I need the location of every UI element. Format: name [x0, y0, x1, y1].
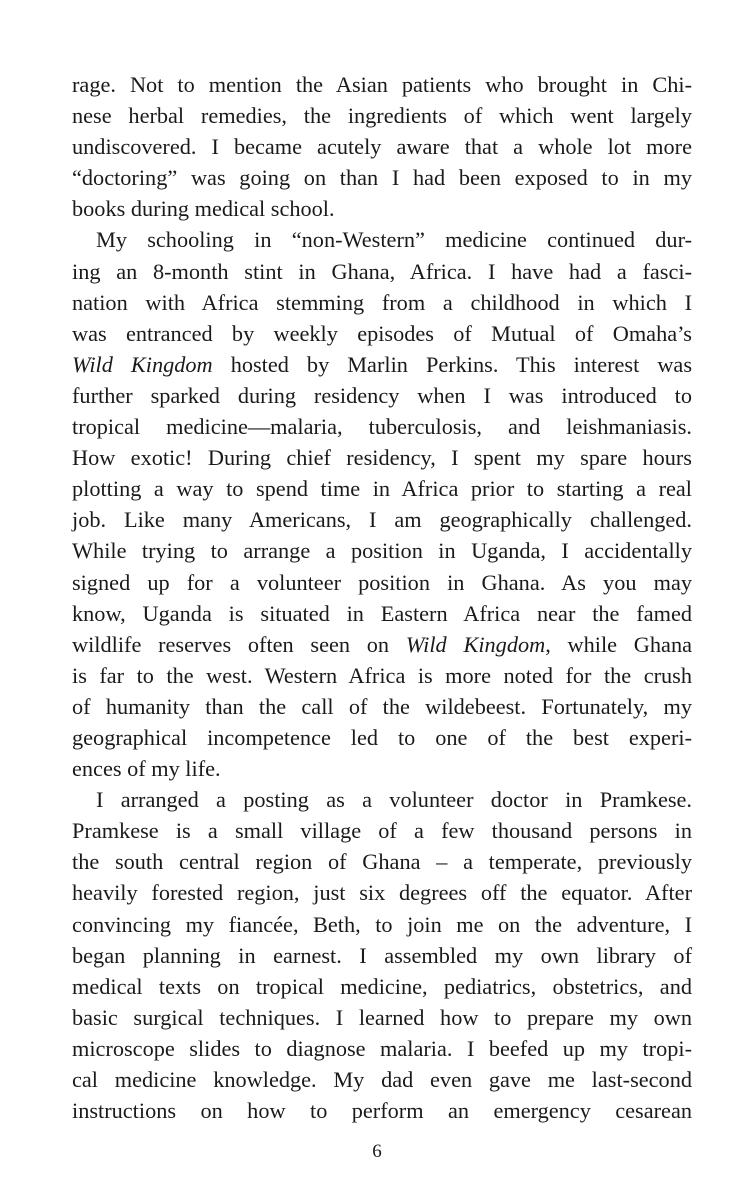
text-line: [72, 256, 692, 287]
text-segment: wildlife reserves often seen on: [72, 631, 406, 657]
text-segment: geographical incompetence led to one of the best experi-: [72, 724, 692, 750]
text-segment: Pramkese is a small village of a few thousand persons in: [72, 818, 692, 844]
text-segment: hosted by Marlin Perkins. This interest was: [212, 351, 692, 377]
text-line: [72, 567, 692, 598]
text-segment: tropical medicine—malaria, tuberculosis, and leishmaniasis.: [72, 414, 692, 440]
text-segment: , while Ghana: [545, 631, 693, 657]
text-line: [72, 722, 692, 753]
text-segment: heavily forested region, just six degrees off the equator. After: [72, 880, 692, 906]
text-line: [72, 349, 692, 380]
text-segment: signed up for a volunteer position in Ghana. As you may: [72, 569, 692, 595]
text-segment: further sparked during residency when I was introduced to: [72, 382, 692, 408]
italic-text-segment: Wild Kingdom: [72, 351, 213, 377]
text-segment: began planning in earnest. I assembled my own library of: [72, 942, 692, 968]
text-line: [72, 877, 692, 908]
text-segment: ing an 8-month stint in Ghana, Africa. I have had a fasci-: [72, 258, 692, 284]
text-line: [72, 815, 692, 846]
text-segment: cal medicine knowledge. My dad even gave me last-second: [72, 1067, 692, 1092]
text-line: [72, 909, 692, 940]
text-segment: rage. Not to mention the Asian patients who brought in Chi-: [72, 72, 692, 97]
text-segment: convincing my fiancée, Beth, to join me on the adventure, I: [72, 911, 692, 937]
text-line: [72, 318, 692, 349]
text-segment: nese herbal remedies, the ingredients of which went largely: [72, 103, 692, 129]
text-segment: microscope slides to diagnose malaria. I beefed up my tropi-: [72, 1035, 692, 1061]
text-segment: job. Like many Americans, I am geographically challenged.: [72, 507, 692, 533]
text-line: [72, 660, 692, 691]
text-line: [72, 598, 692, 629]
text-line: [72, 473, 692, 504]
text-segment: basic surgical techniques. I learned how to prepare my own: [72, 1004, 692, 1030]
text-segment: is far to the west. Western Africa is more noted for the crush: [72, 662, 692, 688]
text-segment: undiscovered. I became acutely aware that a whole lot more: [72, 134, 692, 160]
text-segment: How exotic! During chief residency, I spent my spare hours: [72, 445, 692, 471]
text-line: [72, 753, 692, 784]
text-segment: medical texts on tropical medicine, pediatrics, obstetrics, and: [72, 973, 692, 999]
text-segment: While trying to arrange a position in Uganda, I accidentally: [72, 538, 692, 564]
text-segment: “doctoring” was going on than I had been exposed to in my: [72, 165, 692, 191]
text-segment: of humanity than the call of the wildebeest. Fortunately, my: [72, 693, 692, 719]
text-segment: I arranged a posting as a volunteer doctor in Pramkese.: [96, 787, 692, 813]
text-segment: nation with Africa stemming from a childhood in which I: [72, 289, 692, 315]
italic-text-segment: Wild Kingdom: [405, 631, 546, 657]
text-segment: was entranced by weekly episodes of Mutual of Omaha’s: [72, 320, 692, 346]
text-segment: books during medical school.: [72, 196, 335, 222]
text-line: [72, 224, 692, 255]
text-segment: know, Uganda is situated in Eastern Africa near the famed: [72, 600, 692, 626]
text-segment: plotting a way to spend time in Africa prior to starting a real: [72, 476, 692, 502]
text-line: [72, 1002, 692, 1033]
text-line: [72, 193, 692, 224]
text-segment: the south central region of Ghana – a temperate, previously: [72, 849, 692, 875]
text-line: [72, 162, 692, 193]
text-line: [72, 1033, 692, 1064]
page-text: [72, 69, 692, 1126]
text-line: [72, 380, 692, 411]
page-number: 6: [372, 1141, 382, 1162]
text-line: [72, 940, 692, 971]
text-line: [72, 691, 692, 722]
text-line: [72, 971, 692, 1002]
text-line: [72, 504, 692, 535]
text-line: [72, 1064, 692, 1095]
text-line: [72, 784, 692, 815]
text-segment: instructions on how to perform an emergency cesarean: [72, 1098, 692, 1124]
text-line: [72, 100, 692, 131]
text-line: [72, 411, 692, 442]
text-line: [72, 131, 692, 162]
text-line: [72, 629, 692, 660]
text-line: [72, 846, 692, 877]
text-line: [72, 1095, 692, 1126]
text-segment: ences of my life.: [72, 756, 221, 782]
text-line: [72, 535, 692, 566]
text-line: [72, 287, 692, 318]
text-line: [72, 442, 692, 473]
text-line: [72, 69, 692, 100]
text-segment: My schooling in “non-Western” medicine continued dur-: [96, 227, 692, 253]
